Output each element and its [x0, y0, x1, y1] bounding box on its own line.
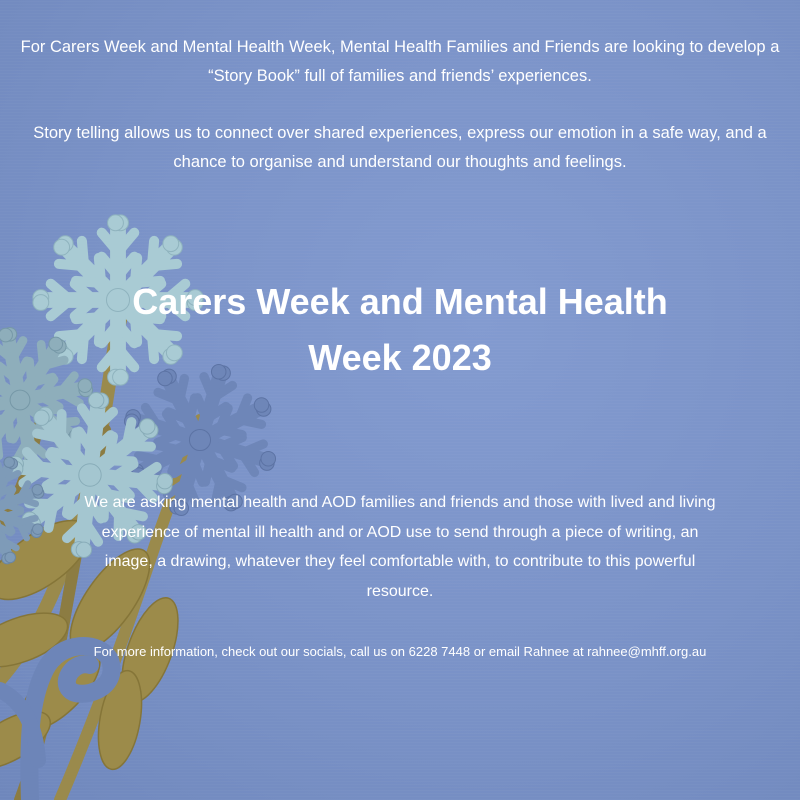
call-for-submissions: We are asking mental health and AOD families and friends and those with lived and living experience of mental ill health and or AOD use to send through a piece of writing, an image, a drawing, whatever they feel comfortable with, to contribute to this powerful resource. — [84, 494, 716, 600]
contact-info: For more information, check out our socials, call us on 6228 7448 or email Rahnee at rahnee@mhff.org.au — [93, 644, 707, 659]
intro-paragraph-2: Story telling allows us to connect over shared experiences, express our emotion in a safe way, and a chance to organise and understand our thoughts and feelings. — [33, 124, 767, 171]
intro-section — [20, 33, 780, 177]
page-title: Carers Week and Mental Health Week 2023 — [132, 281, 668, 378]
intro-paragraph-1: For Carers Week and Mental Health Week, Mental Health Families and Friends are looking to develop a “Story Book” full of families and friends’ experiences. — [20, 38, 780, 85]
